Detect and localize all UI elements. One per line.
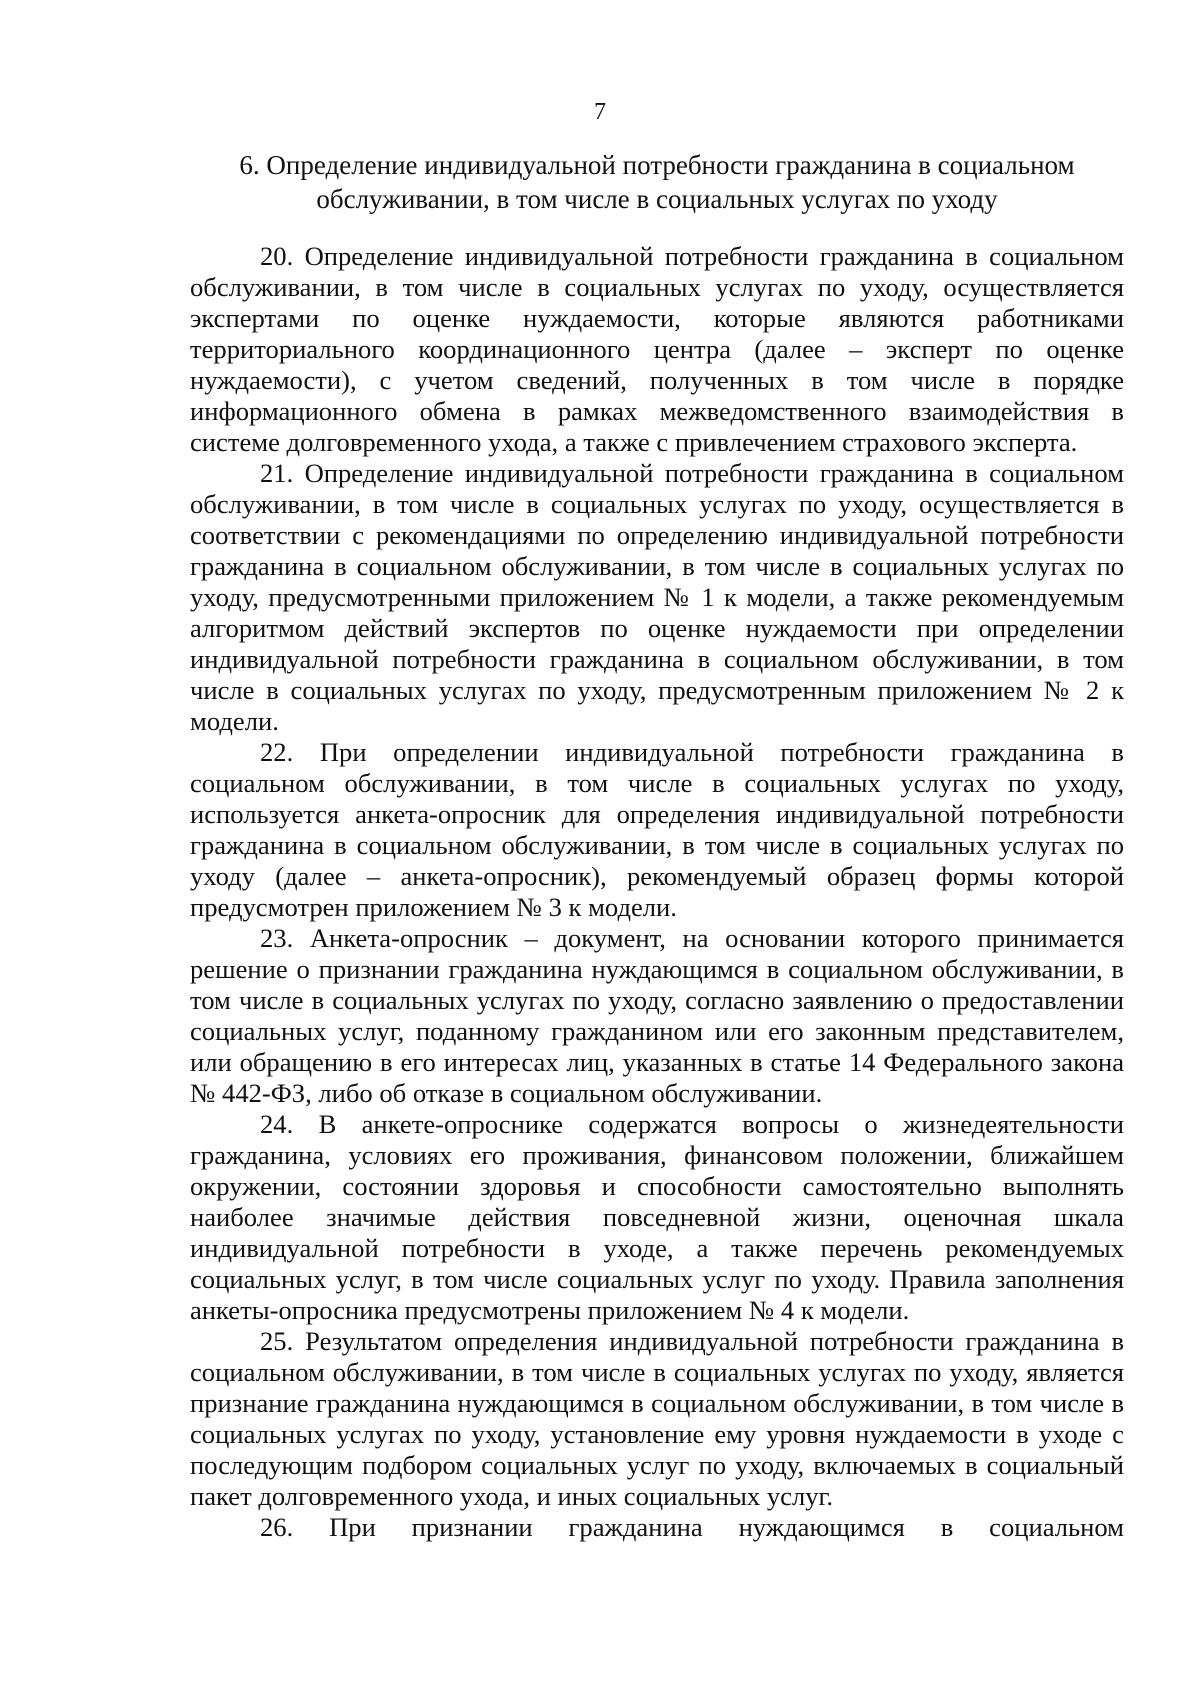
paragraph-26: 26. При признании гражданина нуждающимся в социальном <box>260 1512 1124 1542</box>
paragraph-23: 23. Анкета-опросник – документ, на основании которого принимается решение о признании гражданина нуждающимся в социальном обслуживании, в том числе в социальных услугах по уходу, согласно заявлению о предоставлении социальных услуг, поданному гражданином или его законным представителем, или обращению в его интересах лиц, указанных в статье 14 Федерального закона № 442-ФЗ, либо об отказе в социальном обслуживании. <box>190 923 1124 1108</box>
paragraph-20: 20. Определение индивидуальной потребности гражданина в социальном обслуживании, в том числе в социальных услугах по уходу, осуществляется экспертами по оценке нуждаемости, которые являются работниками территориального координационного центра (далее – эксперт по оценке нуждаемости), с учетом сведений, полученных в том числе в порядке информационного обмена в рамках межведомственного взаимодействия в системе долговременного ухода, а также с привлечением страхового эксперта. <box>190 241 1124 457</box>
page-number: 7 <box>594 99 606 125</box>
document-body <box>190 241 1124 1543</box>
paragraph-22: 22. При определении индивидуальной потребности гражданина в социальном обслуживании, в том числе в социальных услугах по уходу, используется анкета-опросник для определения индивидуальной потребности гражданина в социальном обслуживании, в том числе в социальных услугах по уходу (далее – анкета-опросник), рекомендуемый образец формы которой предусмотрен приложением № 3 к модели. <box>190 737 1124 922</box>
paragraph-21: 21. Определение индивидуальной потребности гражданина в социальном обслуживании, в том числе в социальных услугах по уходу, осуществляется в соответствии с рекомендациями по определению индивидуальной потребности гражданина в социальном обслуживании, в том числе в социальных услугах по уходу, предусмотренными приложением № 1 к модели, а также рекомендуемым алгоритмом действий экспертов по оценке нуждаемости при определении индивидуальной потребности гражданина в социальном обслуживании, в том числе в социальных услугах по уходу, предусмотренным приложением № 2 к модели. <box>190 458 1124 736</box>
section-title: 6. Определение индивидуальной потребности гражданина в социальном обслуживании, в том числе в социальных услугах по уходу <box>239 150 1075 214</box>
paragraph-24: 24. В анкете-опроснике содержатся вопросы о жизнедеятельности гражданина, условиях его проживания, финансовом положении, ближайшем окружении, состоянии здоровья и способности самостоятельно выполнять наиболее значимые действия повседневной жизни, оценочная шкала индивидуальной потребности в уходе, а также перечень рекомендуемых социальных услуг, в том числе социальных услуг по уходу. Правила заполнения анкеты-опросника предусмотрены приложением № 4 к модели. <box>190 1109 1124 1325</box>
paragraph-25: 25. Результатом определения индивидуальной потребности гражданина в социальном обслуживании, в том числе в социальных услугах по уходу, является признание гражданина нуждающимся в социальном обслуживании, в том числе в социальных услугах по уходу, установление ему уровня нуждаемости в уходе с последующим подбором социальных услуг по уходу, включаемых в социальный пакет долговременного ухода, и иных социальных услуг. <box>190 1326 1124 1511</box>
